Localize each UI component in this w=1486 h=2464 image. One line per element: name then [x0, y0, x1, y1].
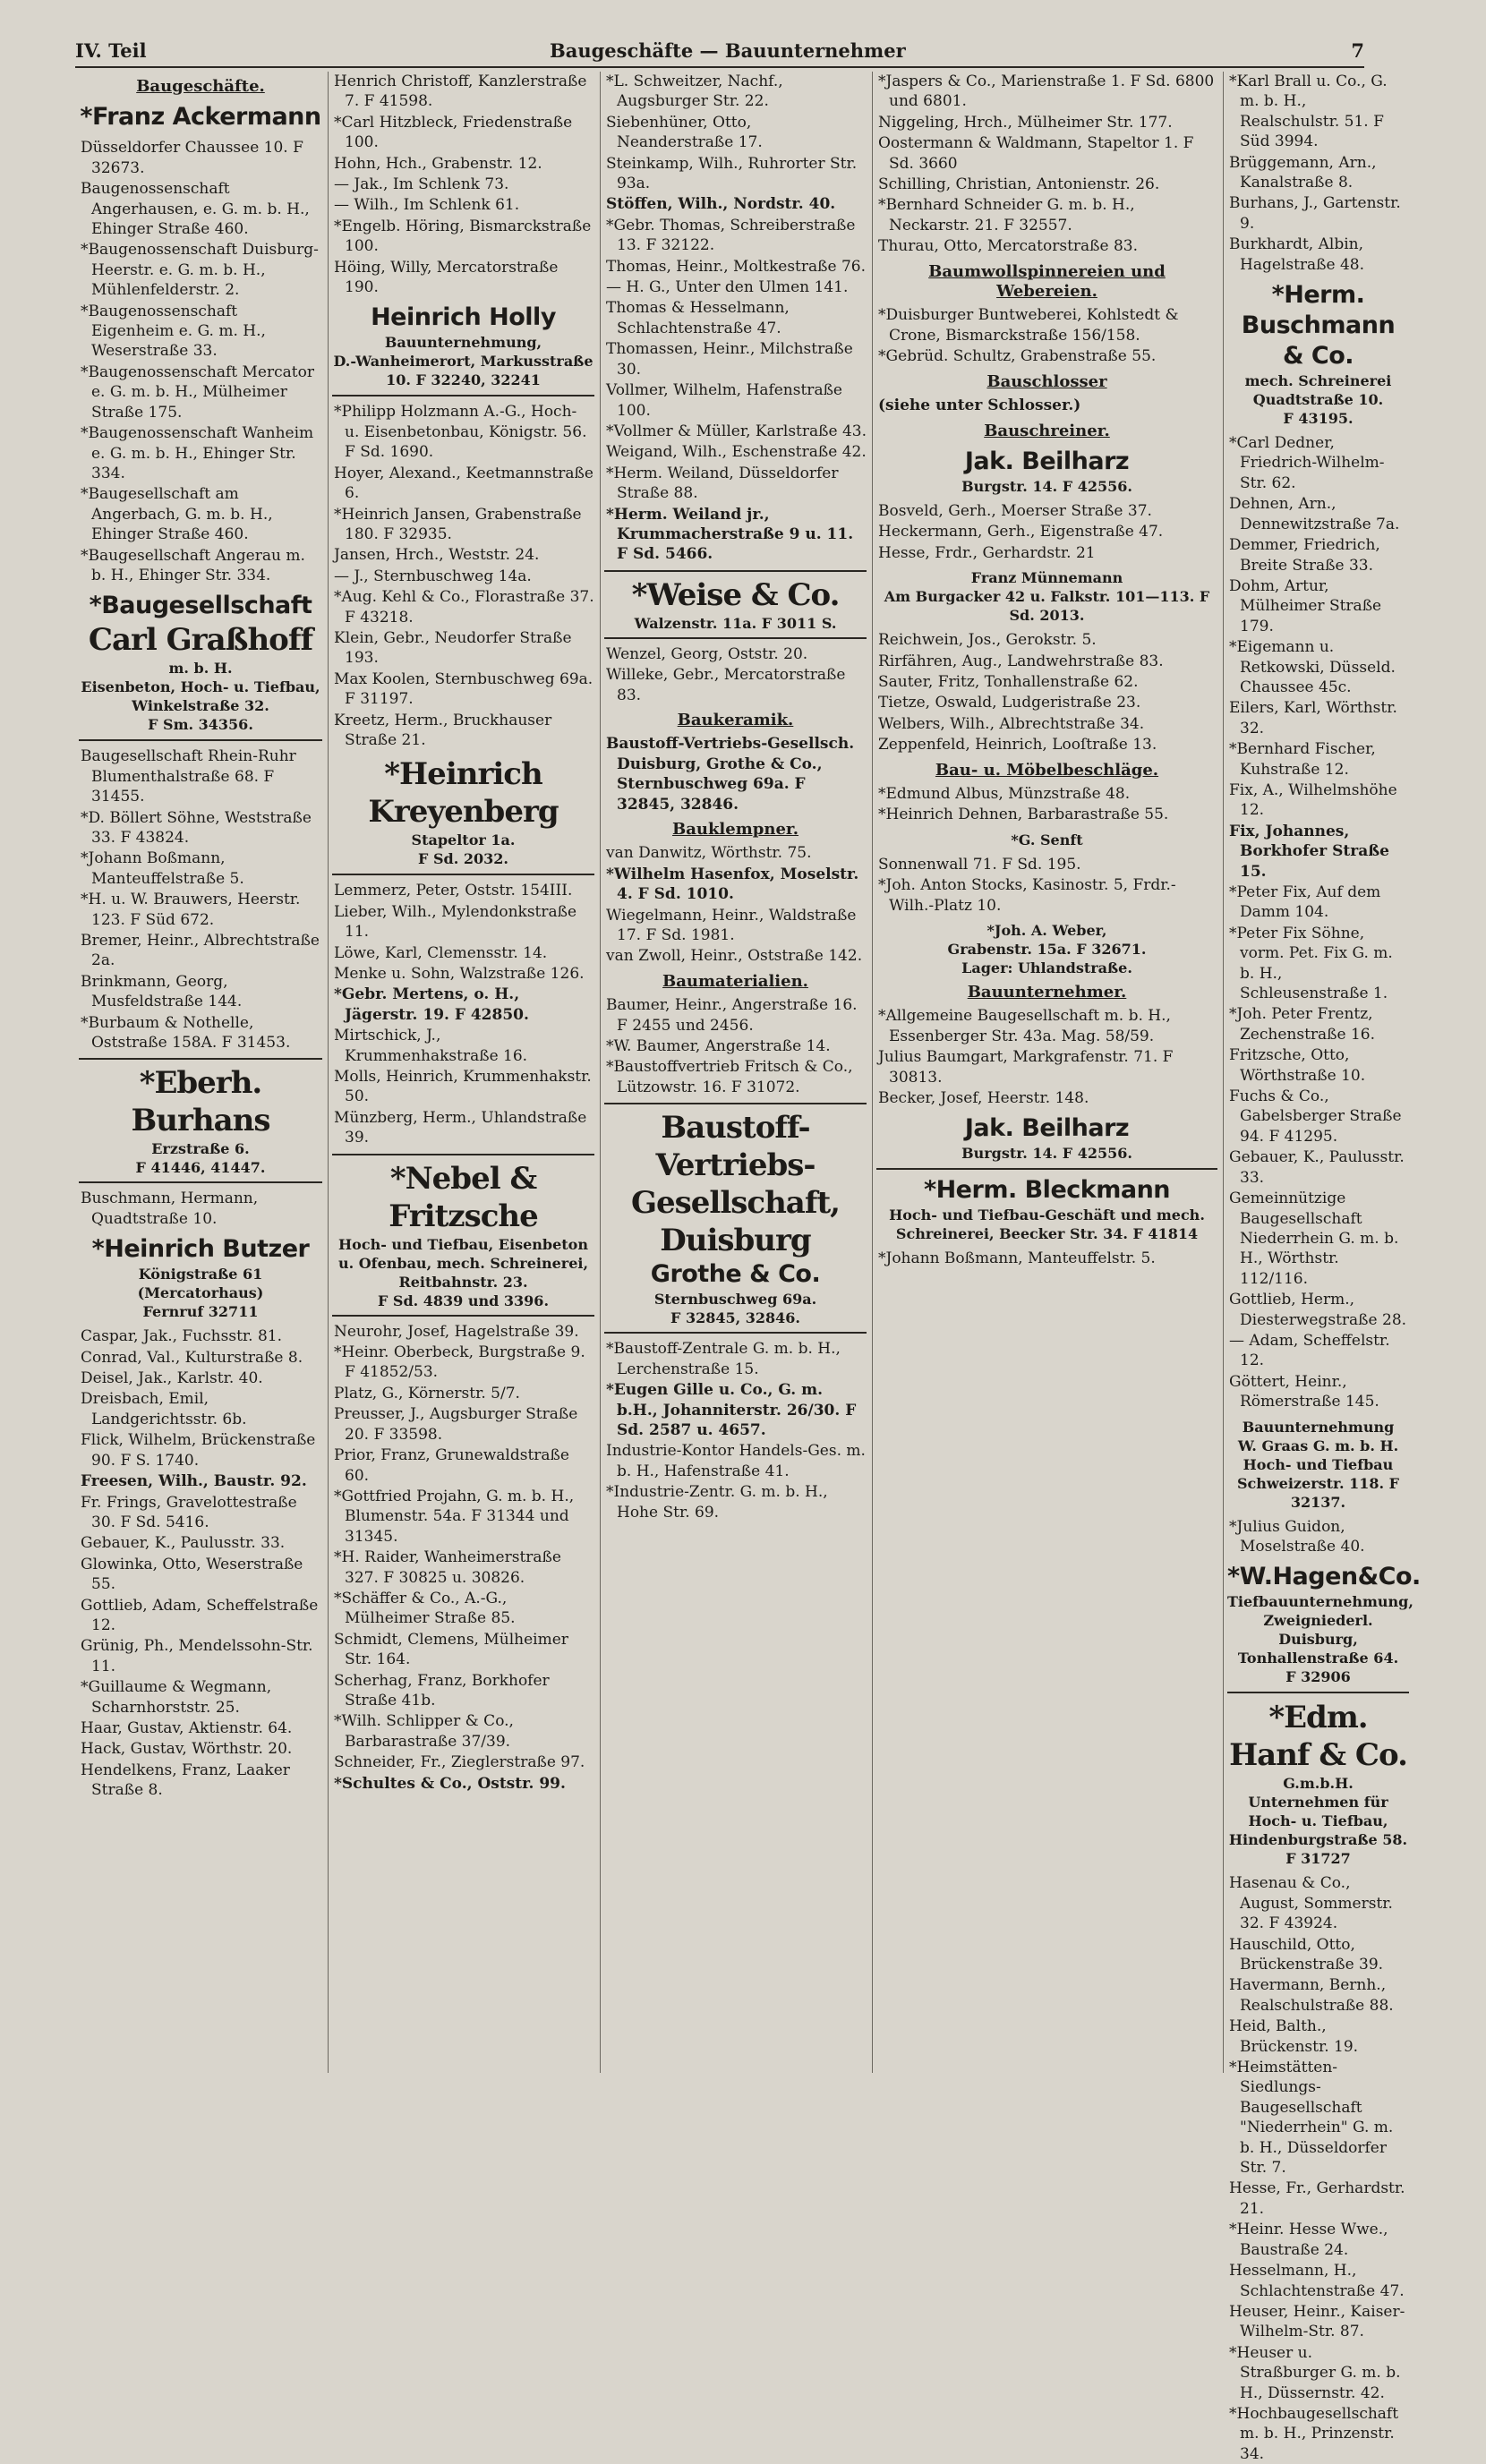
section-heading: Bauunternehmer.: [967, 983, 1127, 1002]
advertisement-box: [79, 1234, 322, 1321]
section-heading: Bauklempner.: [672, 820, 799, 839]
directory-entry: *Carl Hitzbleck, Friedenstraße 100.: [334, 113, 573, 152]
advertisement-line: Hoch- und Tiefbau-Geschäft und mech. Schreinerei, Beecker Str. 34. F 41814: [889, 1206, 1205, 1243]
advertiser-name: *Herm. Bleckmann: [923, 1176, 1171, 1205]
directory-entry: van Danwitz, Wörthstr. 75.: [606, 844, 812, 863]
advertiser-name: *G. Senft: [1011, 831, 1083, 848]
directory-entry: *Bernhard Fischer, Kuhstraße 12.: [1229, 740, 1376, 779]
directory-entry: *Baugenossenschaft Eigenheim e. G. m. H., Weserstraße 33.: [81, 302, 266, 361]
directory-entry: Steinkamp, Wilh., Ruhrorter Str. 93a.: [606, 154, 858, 193]
directory-entry: — Jak., Im Schlenk 73.: [334, 175, 509, 194]
directory-entry: *Hochbaugesellschaft m. b. H., Prinzenstr. 34.: [1229, 2404, 1399, 2463]
directory-entry: Thomas & Hesselmann, Schlachtenstraße 47.: [606, 299, 790, 337]
directory-entry: Kreetz, Herm., Bruckhauser Straße 21.: [334, 711, 552, 749]
directory-entry: Freesen, Wilh., Baustr. 92.: [81, 1472, 307, 1491]
directory-entry: Thurau, Otto, Mercatorstraße 83.: [878, 237, 1139, 256]
section-heading: Baukeramik.: [677, 710, 794, 729]
directory-entry: Demmer, Friedrich, Breite Straße 33.: [1229, 536, 1380, 575]
directory-entry: *D. Böllert Söhne, Weststraße 33. F 43824.: [81, 808, 312, 847]
advertisement-line: Bauunternehmung,: [384, 334, 542, 352]
advertisement-line: Fernruf 32711: [142, 1303, 259, 1321]
directory-entry: Scherhag, Franz, Borkhofer Straße 41b.: [334, 1671, 550, 1709]
advertiser-name: *Franz Ackermann: [80, 103, 321, 132]
directory-entry: Thomas, Heinr., Moltkestraße 76.: [606, 257, 866, 276]
directory-entry: Dreisbach, Emil, Landgerichtsstr. 6b.: [81, 1390, 247, 1428]
directory-entry: Burhans, J., Gartenstr. 9.: [1229, 194, 1401, 233]
directory-entry: Vollmer, Wilhelm, Hafenstraße 100.: [606, 381, 842, 420]
directory-entry: Fix, Johannes, Borkhofer Straße 15.: [1229, 822, 1389, 881]
directory-entry: Sonnenwall 71. F Sd. 195.: [878, 855, 1081, 874]
directory-entry: *H. u. W. Brauwers, Heerstr. 123. F Süd 672.: [81, 891, 301, 929]
column-3: [600, 72, 872, 2073]
directory-entry: *Peter Fix Söhne, vorm. Pet. Fix G. m. b. H., Schleusenstraße 1.: [1229, 924, 1393, 1003]
directory-entry: *Heinr. Hesse Wwe., Baustraße 24.: [1229, 2221, 1388, 2259]
directory-entry: Hesse, Fr., Gerhardstr. 21.: [1229, 2179, 1405, 2218]
directory-entry: *Engelb. Höring, Bismarckstraße 100.: [334, 217, 592, 256]
directory-entry: Caspar, Jak., Fuchsstr. 81.: [81, 1327, 283, 1346]
directory-entry: *Schultes & Co., Oststr. 99.: [334, 1774, 566, 1793]
directory-entry: *Edmund Albus, Münzstraße 48.: [878, 784, 1131, 803]
directory-entry: *Jaspers & Co., Marienstraße 1. F Sd. 6800 und 6801.: [878, 72, 1215, 111]
directory-entry: — Wilh., Im Schlenk 61.: [334, 196, 520, 215]
directory-entry: *Heinrich Dehnen, Barbarastraße 55.: [878, 806, 1169, 824]
directory-entry: *H. Raider, Wanheimerstraße 327. F 30825 u. 30826.: [334, 1548, 561, 1587]
advertisement-box: [876, 447, 1217, 496]
directory-entry: Fritzsche, Otto, Wörthstraße 10.: [1229, 1046, 1366, 1085]
directory-entry: Stöffen, Wilh., Nordstr. 40.: [606, 195, 836, 214]
directory-entry: Hasenau & Co., August, Sommerstr. 32. F 43924.: [1229, 1874, 1393, 1933]
directory-entry: Fix, A., Wilhelmshöhe 12.: [1229, 780, 1397, 820]
directory-entry: Grünig, Ph., Mendelssohn-Str. 11.: [81, 1637, 313, 1675]
section-heading: Bauschreiner.: [984, 421, 1110, 440]
directory-entry: *Wilh. Schlipper & Co., Barbarastraße 37/39.: [334, 1712, 514, 1751]
page-header: [75, 36, 1364, 68]
advertisement-line: F 43195.: [1283, 410, 1354, 428]
directory-entry: Gottlieb, Adam, Scheffelstraße 12.: [81, 1596, 319, 1634]
advertiser-name: *Eberh. Burhans: [131, 1065, 270, 1139]
directory-entry: Schilling, Christian, Antonienstr. 26.: [878, 175, 1160, 194]
directory-entry: Baustoff-Vertriebs-Gesellsch. Duisburg, Grothe & Co., Sternbuschweg 69a. F 32845, 32846.: [606, 735, 855, 814]
advertiser-name: *Heinrich Kreyenberg: [368, 756, 559, 831]
advertisement-box: [332, 755, 594, 875]
directory-entry: van Zwoll, Heinr., Oststraße 142.: [606, 947, 863, 966]
advertisement-line: F 32906: [1285, 1668, 1351, 1686]
advertiser-name: *Heinrich Butzer: [91, 1235, 310, 1264]
directory-entry: *Industrie-Zentr. G. m. b. H., Hohe Str. 69.: [606, 1483, 828, 1522]
directory-entry: *Duisburger Buntweberei, Kohlstedt & Crone, Bismarckstraße 156/158.: [878, 306, 1179, 345]
advertisement-box: [1227, 1418, 1409, 1512]
directory-entry: — J., Sternbuschweg 14a.: [334, 567, 532, 585]
column-1: [75, 72, 328, 2073]
directory-entry: Prior, Franz, Grunewaldstraße 60.: [334, 1446, 569, 1485]
advertisement-line: F Sd. 2032.: [418, 850, 508, 868]
directory-entry: Gebauer, K., Paulusstr. 33.: [81, 1534, 286, 1553]
directory-entry: Bremer, Heinr., Albrechtstraße 2a.: [81, 932, 320, 970]
directory-columns: [75, 72, 1421, 2463]
advertisement-line: Hoch- und Tiefbau: [1243, 1455, 1394, 1473]
directory-entry: Lemmerz, Peter, Oststr. 154III.: [334, 882, 573, 900]
directory-entry: Wenzel, Georg, Oststr. 20.: [606, 644, 808, 663]
directory-entry: *Herm. Weiland jr., Krummacherstraße 9 u. 11. F Sd. 5466.: [606, 505, 854, 564]
directory-entry: *Baustoff-Zentrale G. m. b. H., Lerchenstraße 15.: [606, 1340, 841, 1378]
page-number: 7: [1351, 39, 1364, 62]
directory-entry: Göttert, Heinr., Römerstraße 145.: [1229, 1372, 1379, 1411]
advertiser-name: *Herm. Buschmann & Co.: [1241, 281, 1396, 371]
directory-entry: Heuser, Heinr., Kaiser-Wilhelm-Str. 87.: [1229, 2302, 1405, 2341]
directory-entry: Max Koolen, Sternbuschweg 69a. F 31197.: [334, 669, 594, 709]
advertiser-name: *Joh. A. Weber,: [986, 922, 1107, 939]
advertisement-line: Sternbuschweg 69a.: [653, 1291, 817, 1309]
advertiser-name: Heinrich Holly: [371, 303, 556, 332]
directory-entry: Hoyer, Alexand., Keetmannstraße 6.: [334, 464, 594, 503]
column-5: [1223, 72, 1421, 2463]
advertisement-box: [332, 1154, 594, 1317]
advertisement-box: [1227, 280, 1409, 428]
directory-entry: Gemeinnützige Baugesellschaft Niederrhein G. m. b. H., Wörthstr. 112/116.: [1229, 1189, 1399, 1288]
directory-entry: Fuchs & Co., Gabelsberger Straße 94. F 41295.: [1229, 1087, 1402, 1146]
directory-entry: Baugesellschaft Rhein-Ruhr Blumenthalstraße 68. F 31455.: [81, 747, 296, 806]
section-label: IV. Teil: [75, 39, 147, 62]
directory-entry: *Aug. Kehl & Co., Florastraße 37. F 43218.: [334, 588, 594, 627]
directory-entry: *Vollmer & Müller, Karlstraße 43.: [606, 422, 867, 440]
advertisement-box: [79, 102, 322, 132]
directory-entry: Hesse, Frdr., Gerhardstr. 21: [878, 543, 1096, 562]
directory-entry: *Heinr. Oberbeck, Burgstraße 9. F 41852/53.: [334, 1343, 585, 1382]
advertisement-box: [79, 1058, 322, 1183]
directory-entry: Siebenhüner, Otto, Neanderstraße 17.: [606, 113, 763, 152]
directory-entry: *Heinrich Jansen, Grabenstraße 180. F 32935.: [334, 505, 582, 543]
advertiser-name: Baustoff-Vertriebs-Gesellschaft, Duisburg: [630, 1110, 841, 1259]
directory-entry: Hesselmann, H., Schlachtenstraße 47.: [1229, 2262, 1405, 2300]
directory-entry: Glowinka, Otto, Weserstraße 55.: [81, 1555, 303, 1594]
column-4: [872, 72, 1223, 2073]
directory-entry: Platz, G., Körnerstr. 5/7.: [334, 1384, 520, 1403]
advertiser-name: Bauunternehmung: [1242, 1418, 1395, 1436]
directory-entry: Dohm, Artur, Mülheimer Straße 179.: [1229, 576, 1382, 635]
directory-entry: *Baugenossenschaft Duisburg-Heerstr. e. G. m. b. H., Mühlenfelderstr. 2.: [81, 241, 319, 300]
advertisement-line: Carl Graßhoff: [88, 622, 313, 659]
directory-entry: Wiegelmann, Heinr., Waldstraße 17. F Sd. 1981.: [606, 906, 857, 945]
directory-entry: *Baugesellschaft am Angerbach, G. m. b. H., Ehinger Straße 460.: [81, 485, 273, 544]
advertisement-line: Hoch- und Tiefbau, Eisenbeton u. Ofenbau, mech. Schreinerei, Reitbahnstr. 23.: [337, 1235, 589, 1291]
advertisement-box: [1227, 1692, 1409, 1868]
directory-entry: *Wilhelm Hasenfox, Moselstr. 4. F Sd. 1010.: [606, 865, 859, 904]
advertisement-line: F 41446, 41447.: [135, 1159, 266, 1177]
directory-entry: Welbers, Wilh., Albrechtstraße 34.: [878, 714, 1145, 733]
directory-entry: Gebauer, K., Paulusstr. 33.: [1229, 1148, 1405, 1187]
section-heading: Baumwollspinnereien und Webereien.: [928, 261, 1166, 302]
advertisement-line: G.m.b.H. Unternehmen für Hoch- u. Tiefbau, Hindenburgstraße 58. F 31727: [1228, 1775, 1408, 1868]
directory-entry: Schmidt, Clemens, Mülheimer Str. 164.: [334, 1630, 568, 1669]
directory-entry: *Joh. Anton Stocks, Kasinostr. 5, Frdr.-Wilh.-Platz 10.: [878, 876, 1176, 915]
section-heading: Baugeschäfte.: [136, 77, 265, 96]
directory-entry: (siehe unter Schlosser.): [878, 396, 1081, 415]
advertiser-name: *W.Hagen&Co.: [1227, 1563, 1421, 1591]
advertisement-box: [876, 921, 1217, 977]
directory-entry: Baumer, Heinr., Angerstraße 16. F 2455 und 2456.: [606, 996, 858, 1035]
directory-entry: Sauter, Fritz, Tonhallenstraße 62.: [878, 672, 1139, 691]
directory-entry: *Heuser u. Straßburger G. m. b. H., Düssernstr. 42.: [1229, 2343, 1401, 2402]
directory-entry: Löwe, Karl, Clemensstr. 14.: [334, 943, 548, 962]
directory-entry: *Gebr. Mertens, o. H., Jägerstr. 19. F 42850.: [334, 985, 529, 1024]
directory-entry: Höing, Willy, Mercatorstraße 190.: [334, 258, 559, 297]
directory-entry: Brüggemann, Arn., Kanalstraße 8.: [1229, 153, 1377, 192]
advertisement-box: [1227, 1562, 1421, 1686]
directory-entry: Burkhardt, Albin, Hagelstraße 48.: [1229, 235, 1365, 274]
advertisement-box: [79, 591, 322, 741]
directory-entry: Buschmann, Hermann, Quadtstraße 10.: [81, 1189, 259, 1228]
directory-entry: Becker, Josef, Heerstr. 148.: [878, 1089, 1089, 1108]
directory-entry: — H. G., Unter den Ulmen 141.: [606, 278, 849, 297]
advertisement-box: [604, 1103, 867, 1334]
directory-entry: *Philipp Holzmann A.-G., Hoch- u. Eisenbetonbau, Königstr. 56. F Sd. 1690.: [334, 403, 587, 462]
directory-entry: *Baugenossenschaft Mercator e. G. m. b. H., Mülheimer Straße 175.: [81, 362, 314, 422]
advertiser-name: *Baugesellschaft: [89, 592, 312, 620]
directory-entry: *Heimstätten-Siedlungs-Baugesellschaft "Niederrhein" G. m. b. H., Düsseldorfer Str. 7.: [1229, 2059, 1394, 2178]
directory-entry: Oostermann & Waldmann, Stapeltor 1. F Sd. 3660: [878, 134, 1194, 173]
directory-entry: *Baustoffvertrieb Fritsch & Co., Lützowstr. 16. F 31072.: [606, 1058, 853, 1096]
directory-entry: *Eugen Gille u. Co., G. m. b.H., Johanniterstr. 26/30. F Sd. 2587 u. 4657.: [606, 1381, 857, 1439]
directory-entry: Heid, Balth., Brückenstr. 19.: [1229, 2017, 1359, 2056]
advertisement-box: [876, 568, 1217, 625]
directory-entry: *Bernhard Schneider G. m. b. H., Neckarstr. 21. F 32557.: [878, 196, 1135, 234]
directory-entry: Bosveld, Gerh., Moerser Straße 37.: [878, 501, 1152, 520]
directory-entry: Willeke, Gebr., Mercatorstraße 83.: [606, 666, 846, 704]
directory-entry: *Johann Boßmann, Manteuffelstr. 5.: [878, 1249, 1156, 1268]
section-heading: Bauschlosser: [986, 371, 1107, 391]
directory-entry: *Guillaume & Wegmann, Scharnhorststr. 25.: [81, 1678, 272, 1717]
directory-entry: *Eigemann u. Retkowski, Düsseld. Chaussee 45c.: [1229, 638, 1396, 696]
directory-entry: *Schäffer & Co., A.-G., Mülheimer Straße 85.: [334, 1589, 516, 1628]
directory-entry: Flick, Wilhelm, Brückenstraße 90. F S. 1740.: [81, 1431, 316, 1470]
advertisement-line: D.-Wanheimerort, Markusstraße 10. F 32240, 32241: [333, 353, 594, 389]
advertisement-box: [876, 1168, 1217, 1243]
directory-entry: Dehnen, Arn., Dennewitzstraße 7a.: [1229, 495, 1400, 533]
directory-entry: Hendelkens, Franz, Laaker Straße 8.: [81, 1761, 290, 1800]
directory-entry: Schneider, Fr., Zieglerstraße 97.: [334, 1753, 585, 1772]
advertisement-box: [332, 303, 594, 396]
advertisement-line: Königstraße 61: [138, 1266, 263, 1283]
directory-entry: Tietze, Oswald, Ludgeristraße 23.: [878, 694, 1141, 712]
advertisement-line: Grothe & Co.: [650, 1260, 821, 1289]
directory-entry: Rirfähren, Aug., Landwehrstraße 83.: [878, 652, 1164, 670]
directory-entry: Julius Baumgart, Markgrafenstr. 71. F 30813.: [878, 1048, 1174, 1087]
directory-entry: Weigand, Wilh., Eschenstraße 42.: [606, 443, 867, 462]
directory-entry: *Baugenossenschaft Wanheim e. G. m. b. H., Ehinger Str. 334.: [81, 424, 314, 482]
directory-entry: Zeppenfeld, Heinrich, Looſtraße 13.: [878, 736, 1157, 755]
directory-entry: Hohn, Hch., Grabenstr. 12.: [334, 154, 542, 173]
section-heading: Bau- u. Möbelbeschläge.: [935, 760, 1159, 780]
directory-entry: Jansen, Hrch., Weststr. 24.: [334, 546, 540, 565]
advertisement-line: Burgstr. 14. F 42556.: [961, 477, 1132, 495]
advertiser-name: *Weise & Co.: [631, 576, 840, 613]
directory-entry: Thomassen, Heinr., Milchstraße 30.: [606, 340, 853, 379]
directory-entry: Heckermann, Gerh., Eigenstraße 47.: [878, 523, 1164, 541]
directory-entry: *Julius Guidon, Moselstraße 40.: [1229, 1517, 1365, 1556]
advertisement-line: F 32845, 32846.: [670, 1309, 800, 1327]
advertisement-line: Tiefbauunternehmung, Zweigniederl. Duisburg, Tonhallenstraße 64.: [1227, 1593, 1413, 1667]
advertisement-line: Grabenstr. 15a. F 32671.: [947, 941, 1147, 958]
directory-entry: Gottlieb, Herm., Diesterwegstraße 28.: [1229, 1291, 1407, 1329]
directory-entry: *Karl Brall u. Co., G. m. b. H., Realschulstr. 51. F Süd 3994.: [1229, 72, 1388, 151]
directory-entry: — Adam, Scheffelstr. 12.: [1229, 1331, 1390, 1370]
advertisement-line: Lager: Uhlandstraße.: [961, 959, 1132, 976]
advertiser-name: *Nebel & Fritzsche: [389, 1160, 538, 1234]
directory-entry: *Carl Dedner, Friedrich-Wilhelm-Str. 62.: [1229, 434, 1385, 492]
advertisement-line: Am Burgacker 42 u. Falkstr. 101—113. F Sd. 2013.: [884, 588, 1210, 625]
directory-entry: Düsseldorfer Chaussee 10. F 32673.: [81, 139, 303, 177]
directory-entry: Eilers, Karl, Wörthstr. 32.: [1229, 699, 1397, 737]
advertiser-name: Jak. Beilharz: [964, 1114, 1130, 1143]
advertiser-name: Franz Münnemann: [970, 569, 1123, 587]
advertisement-line: m. b. H.: [168, 660, 233, 678]
directory-entry: *Allgemeine Baugesellschaft m. b. H., Essenberger Str. 43a. Mag. 58/59.: [878, 1007, 1171, 1045]
column-2: [328, 72, 600, 2073]
directory-entry: *Herm. Weiland, Düsseldorfer Straße 88.: [606, 464, 839, 503]
advertiser-name: Jak. Beilharz: [964, 447, 1130, 475]
directory-entry: Klein, Gebr., Neudorfer Straße 193.: [334, 628, 572, 668]
directory-entry: Neurohr, Josef, Hagelstraße 39.: [334, 1322, 579, 1341]
directory-entry: Baugenossenschaft Angerhausen, e. G. m. b. H., Ehinger Straße 460.: [81, 180, 310, 239]
directory-entry: Hack, Gustav, Wörthstr. 20.: [81, 1740, 293, 1759]
section-heading: Baumaterialien.: [662, 971, 808, 991]
advertisement-line: Burgstr. 14. F 42556.: [961, 1145, 1132, 1163]
directory-entry: *Gebrüd. Schultz, Grabenstraße 55.: [878, 347, 1157, 366]
advertisement-line: Schweizerstr. 118. F 32137.: [1236, 1474, 1400, 1511]
directory-entry: Haar, Gustav, Aktienstr. 64.: [81, 1718, 293, 1737]
directory-entry: Menke u. Sohn, Walzstraße 126.: [334, 965, 585, 983]
directory-entry: Reichwein, Jos., Gerokstr. 5.: [878, 631, 1097, 650]
advertisement-line: Erzstraße 6.: [151, 1140, 250, 1158]
advertisement-line: F Sd. 4839 und 3396.: [377, 1292, 550, 1309]
directory-entry: Münzberg, Herm., Uhlandstraße 39.: [334, 1108, 587, 1147]
directory-entry: *W. Baumer, Angerstraße 14.: [606, 1037, 831, 1056]
directory-entry: Deisel, Jak., Karlstr. 40.: [81, 1369, 263, 1388]
directory-entry: Lieber, Wilh., Mylendonkstraße 11.: [334, 902, 577, 942]
directory-entry: *Gottfried Projahn, G. m. b. H., Blumenstr. 54a. F 31344 und 31345.: [334, 1487, 575, 1546]
directory-entry: *Peter Fix, Auf dem Damm 104.: [1229, 883, 1381, 922]
advertisement-box: [876, 831, 1217, 849]
directory-entry: Niggeling, Hrch., Mülheimer Str. 177.: [878, 113, 1173, 132]
advertiser-name: *Edm. Hanf & Co.: [1229, 1700, 1407, 1774]
directory-entry: *Burbaum & Nothelle, Oststraße 158A. F 31453.: [81, 1013, 291, 1053]
directory-entry: Henrich Christoff, Kanzlerstraße 7. F 41598.: [334, 72, 587, 111]
directory-entry: Havermann, Bernh., Realschulstraße 88.: [1229, 1976, 1394, 2015]
advertisement-line: W. Graas G. m. b. H.: [1237, 1437, 1399, 1454]
directory-entry: *Baugesellschaft Angerau m. b. H., Ehinger Str. 334.: [81, 546, 305, 584]
directory-entry: Hauschild, Otto, Brückenstraße 39.: [1229, 1935, 1384, 1974]
advertisement-line: Quadtstraße 10.: [1252, 391, 1384, 409]
running-title: Baugeschäfte — Bauunternehmer: [550, 39, 906, 62]
advertisement-line: F Sm. 34356.: [148, 716, 253, 734]
directory-entry: Preusser, J., Augsburger Straße 20. F 33598.: [334, 1405, 578, 1444]
advertisement-line: (Mercatorhaus): [137, 1284, 264, 1302]
directory-entry: Fr. Frings, Gravelottestraße 30. F Sd. 5416.: [81, 1493, 297, 1531]
directory-entry: Molls, Heinrich, Krummenhakstr. 50.: [334, 1068, 592, 1106]
directory-entry: *Joh. Peter Frentz, Zechenstraße 16.: [1229, 1005, 1376, 1044]
advertisement-line: Stapeltor 1a.: [411, 831, 516, 849]
directory-entry: Brinkmann, Georg, Musfeldstraße 144.: [81, 972, 243, 1011]
advertisement-box: [604, 570, 867, 639]
advertisement-line: mech. Schreinerei: [1244, 372, 1392, 390]
directory-entry: *L. Schweitzer, Nachf., Augsburger Str. 22.: [606, 72, 783, 111]
advertisement-box: [876, 1113, 1217, 1163]
advertisement-line: Walzenstr. 11a. F 3011 S.: [634, 614, 837, 632]
directory-entry: Mirtschick, J., Krummenhakstraße 16.: [334, 1027, 528, 1065]
directory-entry: Industrie-Kontor Handels-Ges. m. b. H., Hafenstraße 41.: [606, 1442, 866, 1480]
advertisement-line: Eisenbeton, Hoch- u. Tiefbau, Winkelstraße 32.: [81, 678, 320, 715]
directory-entry: *Gebr. Thomas, Schreiberstraße 13. F 32122.: [606, 216, 856, 255]
directory-entry: Conrad, Val., Kulturstraße 8.: [81, 1348, 303, 1367]
directory-entry: *Johann Boßmann, Manteuffelstraße 5.: [81, 849, 244, 888]
